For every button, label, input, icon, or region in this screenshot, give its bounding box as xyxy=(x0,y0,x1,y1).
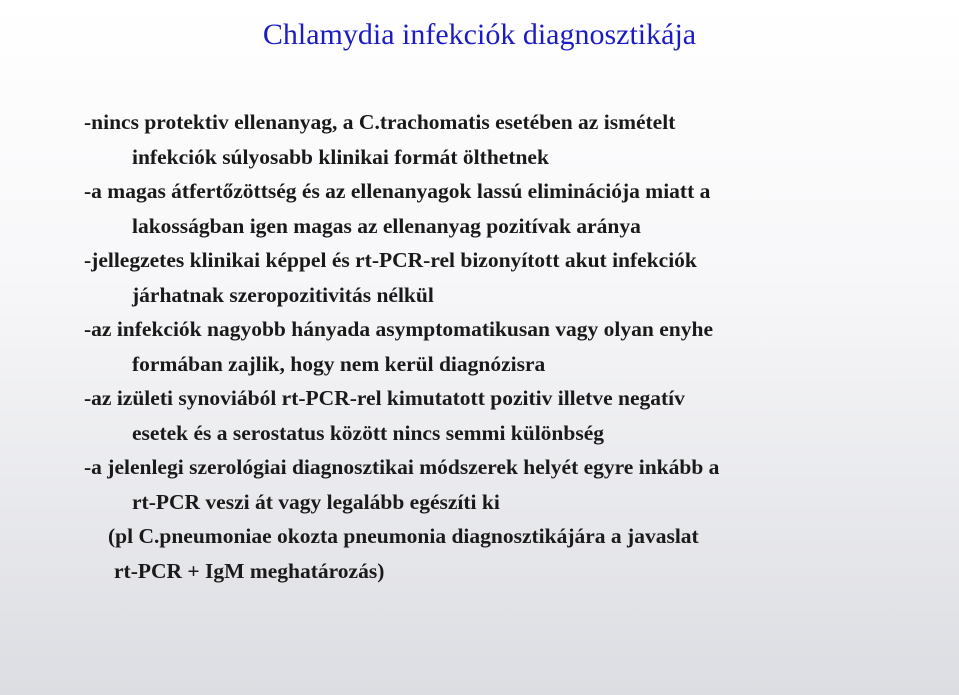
note-line: rt-PCR + IgM meghatározás) xyxy=(114,558,385,583)
list-item-line: formában zajlik, hogy nem kerül diagnózisra xyxy=(132,351,546,376)
list-item xyxy=(84,450,944,519)
list-item xyxy=(84,381,944,450)
note-line: (pl C.pneumoniae okozta pneumonia diagnosztikájára a javaslat xyxy=(108,524,699,548)
list-item xyxy=(84,243,944,312)
list-item-line: infekciók súlyosabb klinikai formát ölthetnek xyxy=(132,144,549,169)
list-item xyxy=(84,312,944,381)
list-item xyxy=(84,105,944,174)
list-item-line: járhatnak szeropozitivitás nélkül xyxy=(132,282,434,307)
bullet-list xyxy=(84,105,944,588)
list-item-line: esetek és a serostatus között nincs semmi különbség xyxy=(132,420,605,445)
list-item-line: rt-PCR veszi át vagy legalább egészíti ki xyxy=(132,489,500,514)
list-item-line: -a magas átfertőzöttség és az ellenanyagok lassú eliminációja miatt a xyxy=(84,179,711,203)
list-item-line: -az infekciók nagyobb hányada asymptomatikusan vagy olyan enyhe xyxy=(84,317,713,341)
page-title: Chlamydia infekciók diagnosztikája xyxy=(262,18,697,51)
list-item xyxy=(84,174,944,243)
note xyxy=(84,519,944,588)
list-item-line: -a jelenlegi szerológiai diagnosztikai módszerek helyét egyre inkább a xyxy=(84,455,720,479)
list-item-line: -az izületi synoviából rt-PCR-rel kimutatott pozitiv illetve negatív xyxy=(84,386,685,410)
list-item-line: lakosságban igen magas az ellenanyag pozitívak aránya xyxy=(132,213,641,238)
list-item-line: -jellegzetes klinikai képpel és rt-PCR-rel bizonyított akut infekciók xyxy=(84,248,697,272)
list-item-line: -nincs protektiv ellenanyag, a C.trachomatis esetében az ismételt xyxy=(84,110,676,134)
